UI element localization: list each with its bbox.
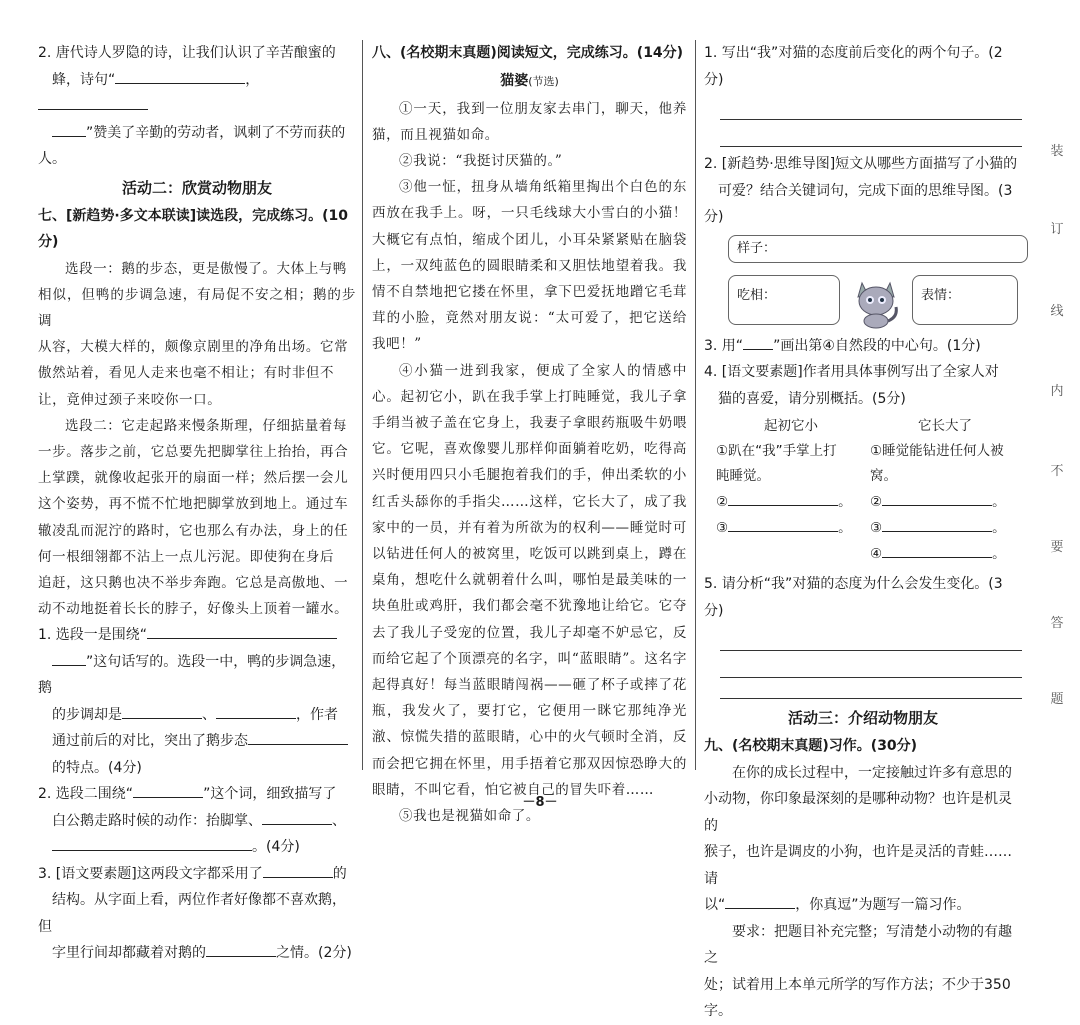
question-2 — [38, 40, 356, 173]
answer-blank[interactable] — [216, 702, 296, 719]
mind-map-expression-label: 表情： — [921, 287, 961, 303]
column-divider-2 — [695, 40, 696, 770]
margin-char: 题 — [1050, 692, 1064, 707]
sub-question-2-text-e: 。(4分) — [252, 839, 300, 856]
answer-blank[interactable] — [728, 515, 838, 532]
answer-blank[interactable] — [115, 67, 245, 84]
margin-char: 答 — [1050, 616, 1064, 631]
table-cell: ③ 。 — [714, 515, 868, 541]
table-cell: ④ 。 — [868, 541, 1022, 567]
sub-question-3 — [38, 861, 356, 967]
table-cell: ③ 。 — [868, 515, 1022, 541]
answer-blank[interactable] — [263, 861, 333, 878]
section-9-heading: 九、(名校期末真题)习作。(30分) — [704, 738, 918, 754]
margin-char: 要 — [1050, 540, 1064, 555]
c3-question-5: 5. 请分析“我”对猫的态度为什么会发生变化。(3分) — [704, 576, 1003, 619]
passage-line: 何一根细翎都不沾上一点儿污泥。即使狗在身后 — [38, 548, 335, 565]
comma: 、 — [202, 706, 216, 723]
sub-question-1-text: 1. 选段一是围绕“ — [38, 627, 148, 644]
sub-question-1-text-f: 通过前后的对比，突出了鹅步态 — [52, 733, 248, 750]
section-8-heading: 八、(名校期末真题)阅读短文，完成练习。(14分) — [372, 45, 684, 61]
sub-question-3-text-d: 字里行间却都藏着对鹅的 — [52, 945, 206, 962]
activity-3-heading: 活动三：介绍动物朋友 — [787, 709, 938, 727]
sub-question-1 — [38, 622, 356, 781]
table-cell — [714, 541, 868, 567]
sub-question-3-text-b: 的 — [332, 865, 347, 882]
passage-2 — [38, 413, 356, 623]
table-cell-text: ③ — [716, 520, 729, 536]
table-cell-text: 盹睡觉。 — [716, 468, 770, 484]
c3-question-4-text-b: 猫的喜爱，请分别概括。(5分) — [718, 390, 906, 407]
sub-question-1-text-g: 的特点。(4分) — [52, 759, 142, 776]
answer-blank[interactable] — [728, 489, 838, 506]
passage-line: 上掌蹼，就像收起张开的扇面一样；然后摆一会儿 — [38, 470, 349, 487]
answer-line[interactable] — [720, 624, 1022, 651]
c3-question-3 — [704, 333, 1022, 360]
cat-icon — [850, 273, 902, 329]
essay-line: 猴子，也许是调皮的小狗，也许是灵活的青蛙……请 — [704, 844, 1012, 887]
answer-line[interactable] — [720, 678, 1022, 699]
answer-blank[interactable] — [52, 120, 86, 137]
essay-line: 以“ — [704, 897, 726, 913]
answer-blank[interactable] — [147, 622, 337, 639]
column-divider-1 — [362, 40, 363, 770]
passage-title — [372, 67, 687, 96]
answer-blank[interactable] — [122, 702, 202, 719]
c3-question-3-text: 3. 用“ — [704, 337, 744, 354]
margin-char: 内 — [1050, 384, 1064, 399]
passage-title-note: (节选) — [528, 74, 559, 88]
sub-question-3-text-e: 之情。(2分) — [276, 945, 352, 962]
margin-char: 线 — [1050, 304, 1064, 319]
sub-question-2-text: 2. 选段二围绕“ — [38, 786, 134, 803]
c3-question-2-text: 2. [新趋势·思维导图]短文从哪些方面描写了小猫的 — [704, 156, 1018, 172]
sub-question-1-text-e: ，作者 — [296, 706, 338, 723]
table-cell — [714, 439, 868, 489]
essay-title-blank[interactable] — [725, 892, 795, 909]
mind-map-eating-label: 吃相： — [737, 287, 777, 303]
table-cell: ①睡觉能钻进任何人被窝。 — [870, 443, 1004, 484]
passage-line: 傲然站着，看见人走来也毫不相让；有时非但不 — [38, 365, 335, 382]
mind-map — [720, 235, 1022, 333]
passage-line: 让，竟伸过颈子来咬你一口。 — [38, 391, 222, 408]
c3-question-4 — [704, 359, 1022, 412]
comma: ， — [245, 71, 260, 88]
answer-blank[interactable] — [248, 728, 348, 745]
passage-line: 追赶，这只鹅也决不举步奔跑。它总是高傲地、一 — [38, 574, 349, 591]
answer-blank[interactable] — [882, 541, 992, 558]
passage-line: 相似，但鸭的步调急速，有局促不安之相；鹅的步调 — [38, 286, 356, 329]
sub-question-2-text-b: ”这个词，细致描写了 — [203, 786, 337, 803]
table-cell: ② 。 — [714, 489, 868, 515]
question-2-text-b: 蜂，诗句“ — [52, 71, 116, 88]
cat-passage — [372, 96, 687, 830]
answer-blank[interactable] — [52, 649, 86, 666]
passage-paragraph: ④小猫一进到我家，便成了全家人的情感中心。起初它小，趴在我手掌上打盹睡觉，我儿子拿手绢当被子盖在它身上，我妻子拿眼药瓶吸牛奶喂它。它呢，喜欢像婴儿那样仰面躺着吃奶，吃得高兴时便用四只小毛腿抱着我们的手，伸出柔软的小红舌头舔你的手指尖……这样，它长大了，成了我家中的一员，并有着为所欲为的权利——睡觉时可以钻进任何人的被窝里，吃饭可以跳到桌上，蹲在桌角，想吃什么就朝着什么叫，哪怕是最美味的一块鱼肚或鸡肝，我们都会毫不犹豫地让给它。它夺去了我儿子受宠的位置，我儿子却毫不妒忌它，反而给它起了个顶漂亮的名字，叫“蓝眼睛”。这名字起得真好！每当蓝眼睛闯祸——砸了杯子或摔了花瓶，我发火了，要打它，它便用一眯它那纯净光澈、惊慌失措的蓝眼睛，心中的火气顿时全消，反而会把它拥在怀里，用手捂着它那双因惊恐睁大的眼睛，不叫它看，怕它被自己的冒失吓着…… — [372, 362, 687, 798]
left-column — [38, 40, 356, 967]
c3-question-4-text: 4. [语文要素题]作者用具体事例写出了全家人对 — [704, 364, 999, 380]
table-cell-text: ①趴在“我”手掌上打 — [716, 443, 837, 459]
middle-column — [372, 40, 687, 829]
essay-line: 小动物，你印象最深刻的是哪种动物？也许是机灵的 — [704, 791, 1012, 834]
table-cell: ② 。 — [868, 489, 1022, 515]
table-header-grown: 它长大了 — [918, 418, 972, 434]
question-2-text: 2. 唐代诗人罗隐的诗，让我们认识了辛苦酿蜜的 — [38, 45, 336, 61]
c3-question-2-text-b: 可爱？结合关键词句，完成下面的思维导图。(3分) — [704, 182, 1013, 225]
passage-line: 一步。落步之前，它总要先把脚掌往上抬抬，再合 — [38, 443, 349, 460]
section-7-heading: 七、[新趋势·多文本联读]读选段，完成练习。(10分) — [38, 207, 348, 250]
answer-blank[interactable] — [743, 333, 773, 350]
answer-blank[interactable] — [882, 489, 992, 506]
question-2-text-d: ”赞美了辛勤的劳动者，讽刺了不劳而获的人。 — [38, 124, 346, 167]
table-header-small: 起初它小 — [764, 418, 818, 434]
passage-line: 从容，大模大样的，颇像京剧里的净角出场。它常 — [38, 339, 349, 356]
table-cell-text: ④ — [870, 546, 883, 562]
answer-blank[interactable] — [206, 940, 276, 957]
essay-line: 要求：把题目补充完整；写清楚小动物的有趣之 — [704, 923, 1012, 966]
page-number: －8－ — [522, 795, 558, 810]
sub-question-1-text-c: 的步调却是 — [52, 706, 122, 723]
mind-map-expression-box[interactable] — [912, 275, 1018, 325]
passage-paragraph: ②我说：“我挺讨厌猫的。” — [399, 152, 563, 169]
passage-title-text: 猫婆 — [500, 72, 529, 89]
mind-map-sample-label: 样子： — [737, 240, 777, 256]
table-cell-text: ② — [870, 494, 883, 510]
activity-2-heading: 活动二：欣赏动物朋友 — [121, 178, 272, 197]
passage-1 — [38, 256, 356, 413]
margin-char: 不 — [1050, 464, 1064, 479]
mind-map-sample-box[interactable] — [728, 235, 1028, 263]
passage-line: 选段一：鹅的步态，更是傲慢了。大体上与鸭 — [65, 260, 347, 277]
sub-question-1-text-b: ”这句话写的。选段一中，鸭的步调急速，鹅 — [38, 653, 346, 697]
essay-line: ，你真逗”为题写一篇习作。 — [795, 897, 971, 913]
comma: 、 — [332, 812, 346, 829]
answer-blank[interactable] — [262, 808, 332, 825]
answer-blank[interactable] — [882, 515, 992, 532]
passage-paragraph: ①一天，我到一位朋友家去串门，聊天，他养猫，而且视猫如命。 — [372, 100, 687, 143]
answer-line[interactable] — [720, 120, 1022, 147]
passage-paragraph: ③他一怔，扭身从墙角纸箱里掏出个白色的东西放在我手上。呀，一只毛线球大小雪白的小猫！大概它有点怕，缩成个团儿，小耳朵紧紧贴在脑袋上，一双纯蓝色的圆眼睛柔和又胆怯地望着我。我情不自禁地把它搂在怀里，拿下巴爱抚地蹭它毛茸茸的小脸，竟然对朋友说：“太可爱了，把它送给我吧！” — [372, 179, 687, 353]
c3-question-2 — [704, 151, 1022, 231]
c3-question-1: 1. 写出“我”对猫的态度前后变化的两个句子。(2分) — [704, 45, 1003, 88]
passage-line: 辙凌乱而泥泞的路时，它也那么有办法，身上的任 — [38, 522, 349, 539]
c3-question-3-text-b: ”画出第④自然段的中心句。(1分) — [773, 337, 981, 354]
sub-question-2-text-c: 白公鹅走路时候的动作：抬脚掌、 — [52, 812, 262, 829]
answer-blank[interactable] — [52, 834, 252, 851]
passage-line: 动不动地挺着长长的脖子，好像头上顶着一罐水。 — [38, 601, 349, 618]
table-cell-text: ③ — [870, 520, 883, 536]
sub-question-3-text: 3. [语文要素题]这两段文字都采用了 — [38, 865, 263, 882]
answer-blank[interactable] — [38, 93, 148, 110]
essay-line: 处；试着用上本单元所学的写作方法；不少于350字。 — [704, 976, 1011, 1019]
sub-question-3-text-c: 结构。从字面上看，两位作者好像都不喜欢鹅，但 — [38, 892, 346, 935]
right-column — [704, 40, 1022, 1025]
margin-char: 装 — [1050, 144, 1064, 159]
answer-line[interactable] — [720, 93, 1022, 120]
table-cell-text: ② — [716, 494, 729, 510]
mind-map-eating-box[interactable] — [728, 275, 840, 325]
essay-line: 在你的成长过程中，一定接触过许多有意思的 — [732, 764, 1012, 781]
passage-line: 这个姿势，再不慌不忙地把脚掌放到地上。通过车 — [38, 496, 349, 513]
answer-line[interactable] — [720, 651, 1022, 678]
margin-char: 订 — [1050, 222, 1064, 237]
family-love-table — [714, 414, 1022, 567]
passage-paragraph: ⑤我也是视猫如命了。 — [399, 807, 540, 824]
passage-line: 选段二：它走起路来慢条斯理，仔细掂量着每 — [65, 417, 347, 434]
